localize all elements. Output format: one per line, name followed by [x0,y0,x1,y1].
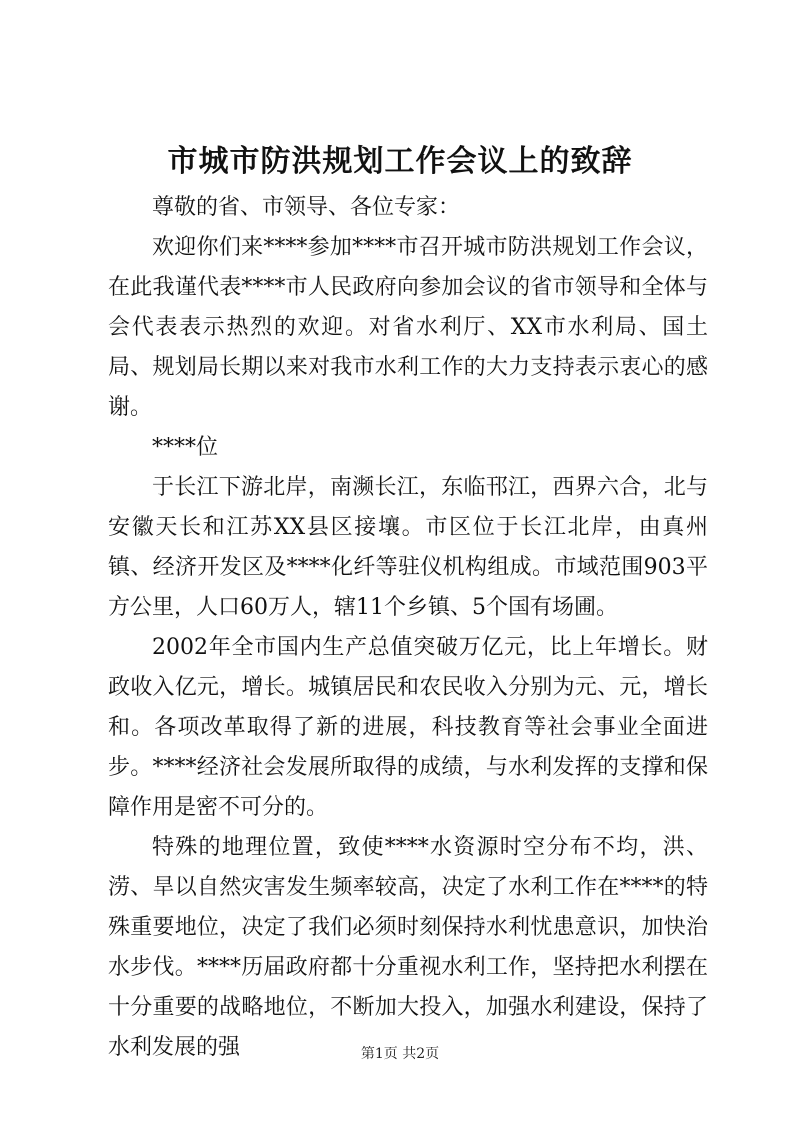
welcome-paragraph: 欢迎你们来****参加****市召开城市防洪规划工作会议，在此我谨代表****市人民政府向参加会议的省市领导和全体与会代表表示热烈的欢迎。对省水利厅、XX市水利局、国土局、规划局长期以来对我市水利工作的大力支持表示衷心的感谢。 [108,235,708,420]
geography-paragraph: 于长江下游北岸，南濒长江，东临邗江，西界六合，北与安徽天长和江苏XX县区接壤。市区位于长江北岸，由真州镇、经济开发区及****化纤等驻仪机构组成。市域范围903平方公里，人口60万人，辖11个乡镇、5个国有场圃。 [108,475,708,620]
document-title: 市城市防洪规划工作会议上的致辞 [167,144,633,179]
salutation-paragraph: 尊敬的省、市领导、各位专家： [152,195,461,220]
water-importance-paragraph: 特殊的地理位置，致使****水资源时空分布不均，洪、涝、旱以自然灾害发生频率较高，决定了水利工作在****的特殊重要地位，决定了我们必须时刻保持水利忧患意识，加快治水步伐。****历届政府都十分重视水利工作，坚持把水利摆在十分重要的战略地位，不断加大投入，加强水利建设，保持了水利发展的强 [108,835,708,1060]
economy-paragraph: 2002年全市国内生产总值突破万亿元，比上年增长。财政收入亿元，增长。城镇居民和农民收入分别为元、元，增长和。各项改革取得了新的进展，科技教育等社会事业全面进步。****经济社会发展所取得的成绩，与水利发挥的支撑和保障作用是密不可分的。 [108,635,708,820]
page-number-footer: 第1页 共2页 [360,1046,440,1062]
document-body [108,188,708,1068]
location-heading-paragraph: ****位 [152,435,219,460]
